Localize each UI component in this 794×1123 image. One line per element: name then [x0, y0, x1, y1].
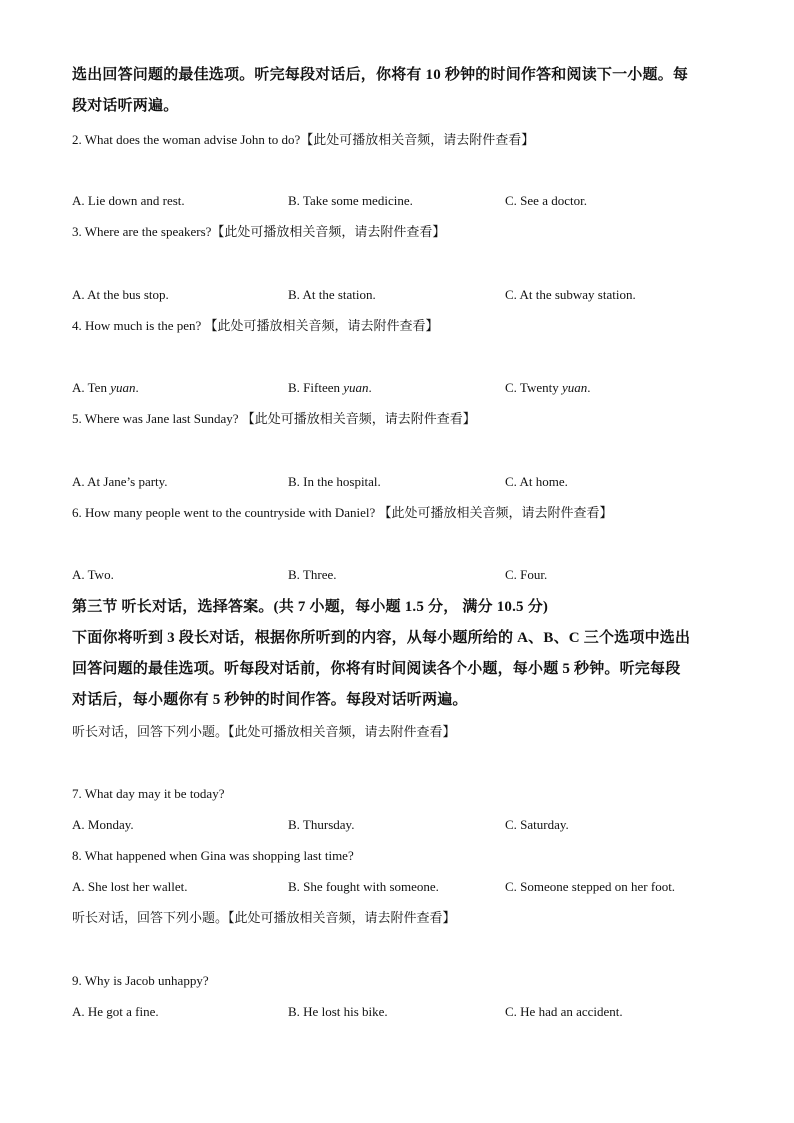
long-dialogue-2-prompt: 听长对话，回答下列小题。【此处可播放相关音频，请去附件查看】: [72, 910, 456, 925]
question-8: 8. What happened when Gina was shopping last time?: [72, 848, 354, 863]
question-6-option-c: C. Four.: [505, 567, 548, 582]
question-9: 9. Why is Jacob unhappy?: [72, 973, 209, 988]
section-3-heading: 第三节 听长对话，选择答案。(共 7 小题，每小题 1.5 分， 满分 10.5 分): [72, 599, 549, 615]
question-5-option-a: A. At Jane’s party.: [72, 474, 168, 489]
question-5: 5. Where was Jane last Sunday? 【此处可播放相关音频，请去附件查看】: [72, 411, 476, 426]
question-4: 4. How much is the pen? 【此处可播放相关音频，请去附件查看】: [72, 318, 439, 333]
question-9-option-b: B. He lost his bike.: [288, 1004, 388, 1019]
question-2-option-b: B. Take some medicine.: [288, 193, 413, 208]
question-7-option-b: B. Thursday.: [288, 817, 355, 832]
long-dialogue-1-prompt: 听长对话，回答下列小题。【此处可播放相关音频，请去附件查看】: [72, 724, 456, 739]
question-6-option-a: A. Two.: [72, 567, 114, 582]
question-5-option-c: C. At home.: [505, 474, 568, 489]
question-8-option-b: B. She fought with someone.: [288, 879, 439, 894]
question-2-option-c: C. See a doctor.: [505, 193, 587, 208]
intro-line-1: 选出回答问题的最佳选项。听完每段对话后，你将有 10 秒钟的时间作答和阅读下一小题。每: [72, 67, 689, 83]
section-3-instruction-2: 回答问题的最佳选项。听每段对话前，你将有时间阅读各个小题，每小题 5 秒钟。听完每段: [72, 661, 681, 677]
question-3: 3. Where are the speakers?【此处可播放相关音频，请去附件查看】: [72, 224, 446, 239]
question-8-option-c: C. Someone stepped on her foot.: [505, 879, 676, 894]
question-3-option-b: B. At the station.: [288, 287, 376, 302]
section-3-instruction-1: 下面你将听到 3 段长对话，根据你所听到的内容，从每小题所给的 A、B、C 三个选项中选出: [72, 630, 691, 646]
question-7: 7. What day may it be today?: [72, 786, 225, 801]
question-4-option-a: A. Ten yuan.: [72, 380, 139, 395]
intro-line-2: 段对话听两遍。: [72, 98, 179, 114]
question-8-option-a: A. She lost her wallet.: [72, 879, 188, 894]
question-7-option-c: C. Saturday.: [505, 817, 569, 832]
question-7-option-a: A. Monday.: [72, 817, 134, 832]
section-3-instruction-3: 对话后，每小题你有 5 秒钟的时间作答。每段对话听两遍。: [72, 692, 468, 708]
question-2-option-a: A. Lie down and rest.: [72, 193, 185, 208]
question-6-option-b: B. Three.: [288, 567, 337, 582]
question-6: 6. How many people went to the countryside with Daniel? 【此处可播放相关音频，请去附件查看】: [72, 505, 613, 520]
question-9-option-a: A. He got a fine.: [72, 1004, 159, 1019]
question-5-option-b: B. In the hospital.: [288, 474, 381, 489]
question-2: 2. What does the woman advise John to do?【此处可播放相关音频，请去附件查看】: [72, 132, 535, 147]
question-4-option-b: B. Fifteen yuan.: [288, 380, 372, 395]
question-4-option-c: C. Twenty yuan.: [505, 380, 591, 395]
question-3-option-a: A. At the bus stop.: [72, 287, 169, 302]
question-9-option-c: C. He had an accident.: [505, 1004, 623, 1019]
question-3-option-c: C. At the subway station.: [505, 287, 636, 302]
